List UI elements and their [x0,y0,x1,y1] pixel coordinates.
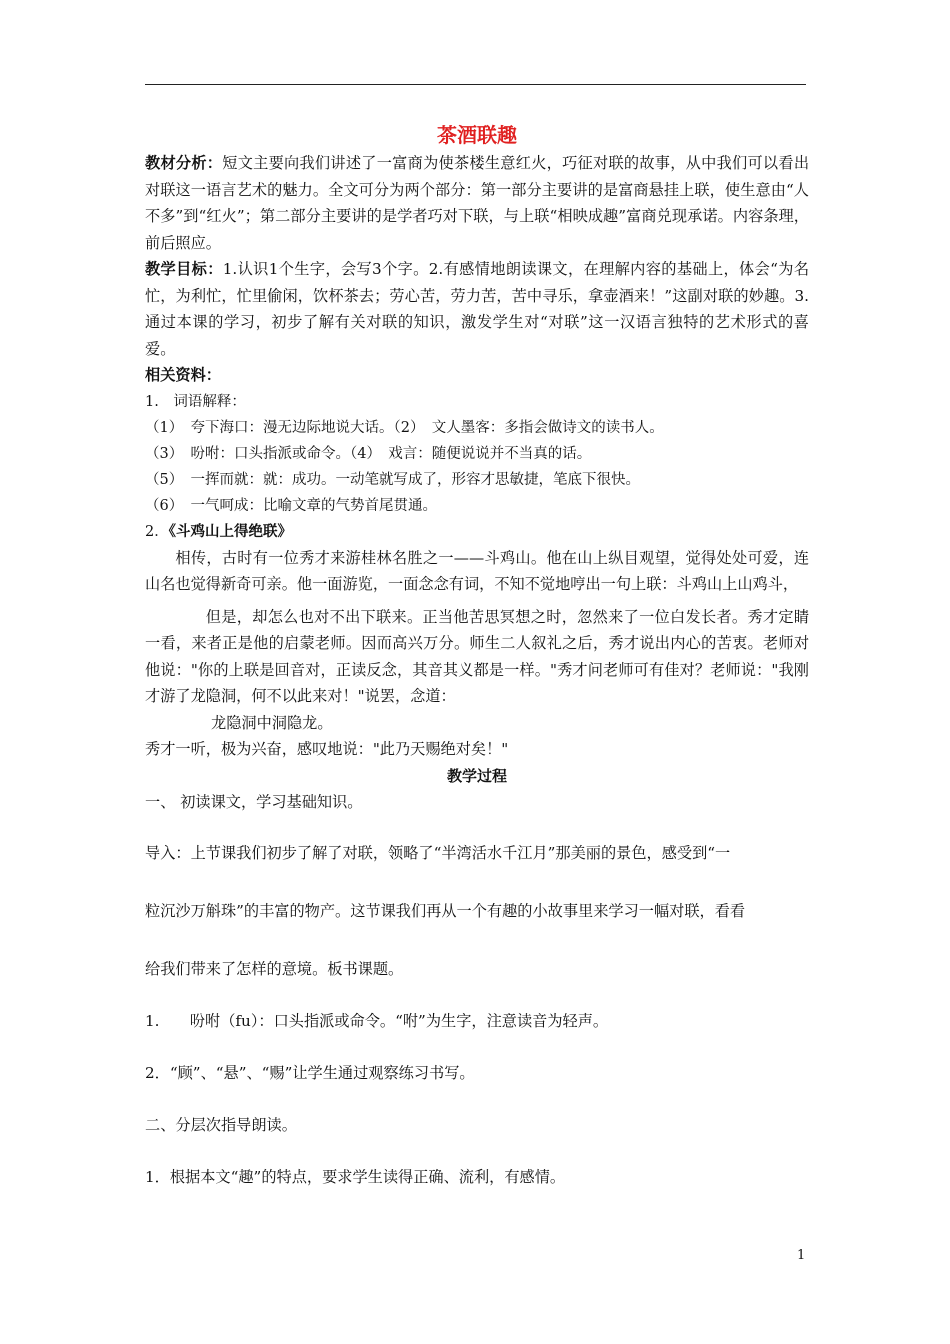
story-paragraph: 相传，古时有一位秀才来游桂林名胜之一——斗鸡山。他在山上纵目观望，觉得处处可爱，连山名也觉得新奇可亲。他一面游览，一面念念有词，不知不觉地哼出一句上联：斗鸡山上山鸡斗， [145,548,809,593]
story-heading [145,519,809,545]
process-heading: 教学过程 [446,766,507,785]
story-paragraph: 秀才一听，极为兴奋，感叹地说："此乃天赐绝对矣！" [145,740,509,758]
header-rule [145,84,806,85]
step-two: 二、分层次指导朗读。 [145,1115,297,1134]
goals-text: 1.认识1个生字，会写3个字。2.有感情地朗读课文，在理解内容的基础上，体会“为名忙，为利忙，忙里偷闲，饮杯茶去；劳心苦，劳力苦，苦中寻乐，拿壶酒来！”这副对联的妙趣。3. 通过本课的学习，初步了解有关对联的知识，激发学生对“对联”这一汉语言独特的艺术形式的喜爱。 [145,260,825,358]
vocab-line: （6） 一气呵成：比喻文章的气势首尾贯通。 [145,497,437,514]
list-item: 2．“顾”、“悬”、“赐”让学生通过观察练习书写。 [145,1063,475,1082]
vocab-line: （5） 一挥而就：就：成功。一动笔就写成了，形容才思敏捷，笔底下很快。 [145,471,640,488]
intro-line: 给我们带来了怎样的意境。板书课题。 [145,959,404,978]
vocab-heading: 1. 词语解释： [145,393,246,410]
story-number: 2． [145,523,169,540]
document-body [145,120,825,1190]
goals-paragraph [145,256,825,362]
story-couplet: 龙隐洞中洞隐龙。 [211,713,333,732]
page-number: 1 [797,1248,806,1263]
materials-label: 相关资料： [145,366,221,384]
story-paragraph: 但是，却怎么也对不出下联来。正当他苦思冥想之时，忽然来了一位白发长者。秀才定睛一看，来者正是他的启蒙老师。因而高兴万分。师生二人叙礼之后，秀才说出内心的苦衷。老师对他说："你的上联是回音对，正读反念，其音其义都是一样。"秀才问老师可有佳对？老师说："我刚才游了龙隐洞，何不以此来对！"说罢，念道： [145,607,809,705]
vocab-line: （3） 吩咐：口头指派或命令。（4） 戏言：随便说说并不当真的话。 [145,445,592,462]
document-title: 茶酒联趣 [437,123,517,147]
analysis-text: 短文主要向我们讲述了一富商为使茶楼生意红火，巧征对联的故事，从中我们可以看出对联这一语言艺术的魅力。全文可分为两个部分：第一部分主要讲的是富商悬挂上联，使生意由“人不多”到“红火”；第二部分主要讲的是学者巧对下联，与上联“相映成趣”富商兑现承诺。内容条理，前后照应。 [145,154,810,252]
step-one: 一、 初读课文，学习基础知识。 [145,792,363,811]
goals-label: 教学目标： [145,260,223,278]
list-item: 1. 吩咐（fu）：口头指派或命令。“咐”为生字，注意读音为轻声。 [145,1011,609,1030]
analysis-label: 教材分析： [145,154,223,172]
list-item: 1．根据本文“趣”的特点，要求学生读得正确、流利，有感情。 [145,1167,566,1186]
intro-line: 导入：上节课我们初步了解了对联，领略了“半湾活水千江月”那美丽的景色，感受到“一 [145,843,731,862]
vocab-line: （1） 夸下海口：漫无边际地说大话。（2） 文人墨客：多指会做诗文的读书人。 [145,419,664,436]
analysis-paragraph [145,150,809,256]
intro-line: 粒沉沙万斛珠”的丰富的物产。这节课我们再从一个有趣的小故事里来学习一幅对联，看看 [145,901,746,920]
story-title: 《斗鸡山上得绝联》 [168,523,292,540]
